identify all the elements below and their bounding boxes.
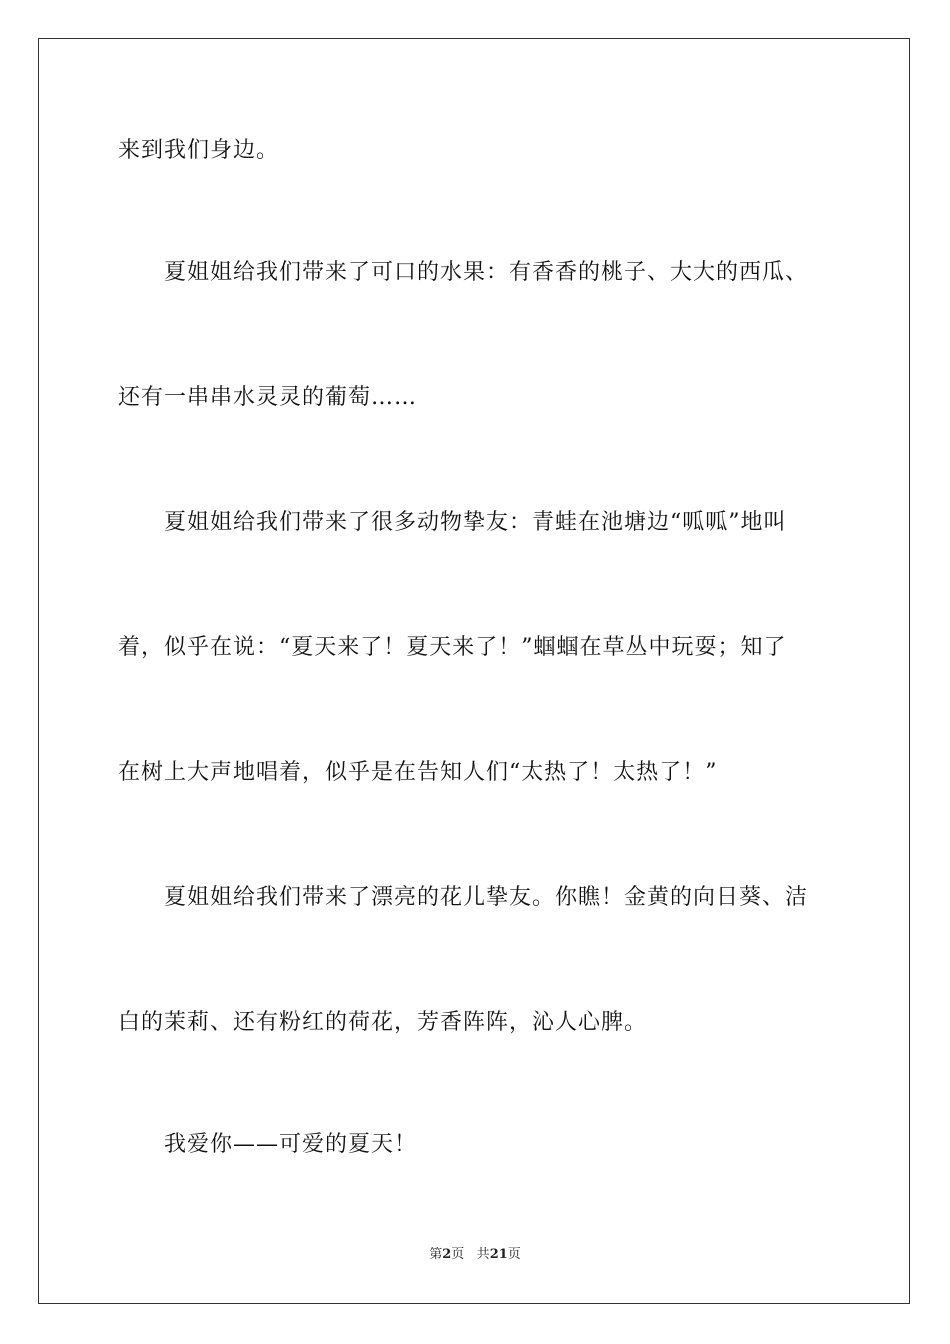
page-border (38, 38, 910, 1304)
page-footer (0, 1246, 950, 1264)
text-line-7: 夏姐姐给我们带来了漂亮的花儿挚友。你瞧！金黄的向日葵、洁 (164, 885, 809, 910)
page-suffix: 页 (451, 1247, 465, 1262)
text-line-5: 着，似乎在说：“夏天来了！夏天来了！”蝈蝈在草丛中玩耍；知了 (118, 635, 787, 660)
text-line-1: 来到我们身边。 (118, 138, 280, 163)
page-prefix: 第 (429, 1247, 443, 1262)
text-line-9: 我爱你——可爱的夏天！ (164, 1132, 418, 1157)
total-prefix: 共 (476, 1247, 490, 1262)
text-line-8: 白的茉莉、还有粉红的荷花，芳香阵阵，沁人心脾。 (118, 1010, 648, 1035)
text-line-6: 在树上大声地唱着，似乎是在告知人们“太热了！太热了！” (118, 760, 718, 785)
text-line-4: 夏姐姐给我们带来了很多动物挚友：青蛙在池塘边“呱呱”地叫 (164, 510, 787, 535)
total-pages-number: 21 (489, 1247, 508, 1262)
text-line-2: 夏姐姐给我们带来了可口的水果：有香香的桃子、大大的西瓜、 (164, 260, 809, 285)
current-page-number: 2 (442, 1247, 452, 1262)
total-suffix: 页 (507, 1247, 521, 1262)
text-line-3: 还有一串串水灵灵的葡萄…… (118, 385, 418, 410)
